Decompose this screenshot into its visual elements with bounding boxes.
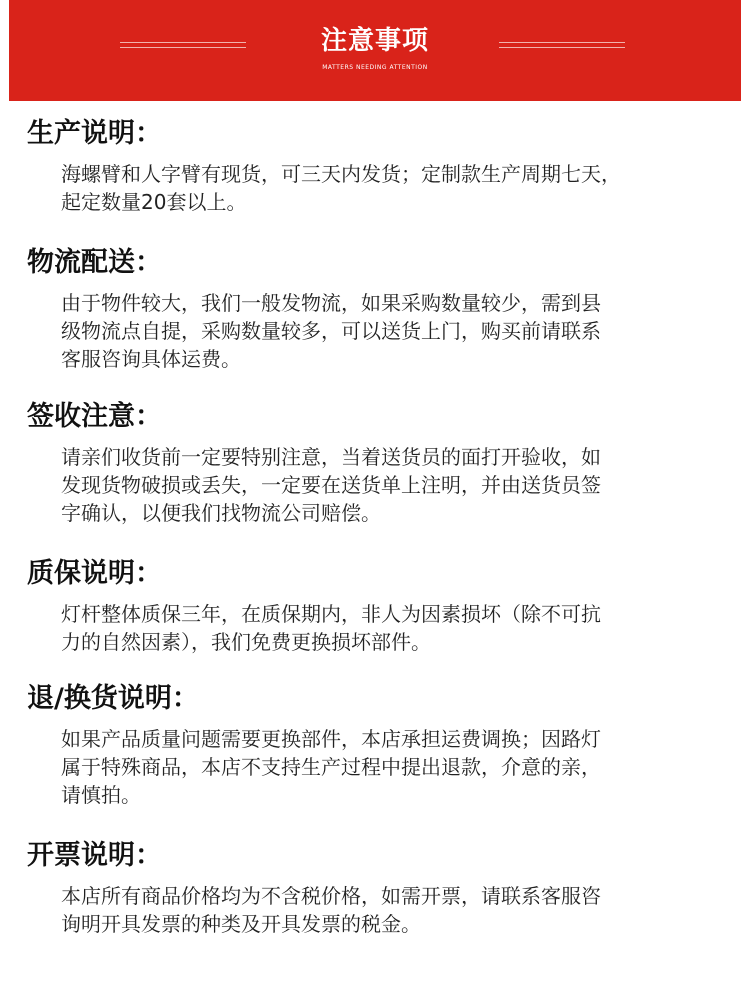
body-line: 海螺臂和人字臂有现货，可三天内发货；定制款生产周期七天， — [61, 162, 621, 186]
body-line: 客服咨询具体运费。 — [61, 347, 241, 371]
section-logistics — [27, 247, 727, 373]
section-body — [61, 443, 721, 527]
header-banner — [9, 0, 741, 101]
body-line: 请亲们收货前一定要特别注意，当着送货员的面打开验收，如 — [61, 445, 601, 469]
section-production — [27, 118, 727, 216]
body-line: 由于物件较大，我们一般发物流，如果采购数量较少，需到县 — [61, 291, 601, 315]
body-line: 起定数量20套以上。 — [61, 190, 247, 214]
section-invoice — [27, 840, 727, 938]
section-body — [61, 882, 721, 938]
section-heading: 退/换货说明： — [27, 683, 199, 714]
section-body — [61, 289, 721, 373]
body-line: 询明开具发票的种类及开具发票的税金。 — [61, 912, 421, 936]
page-subtitle: MATTERS NEEDING ATTENTION — [322, 64, 428, 71]
body-line: 级物流点自提，采购数量较多，可以送货上门，购买前请联系 — [61, 319, 601, 343]
section-heading: 开票说明： — [27, 840, 162, 871]
body-line: 力的自然因素），我们免费更换损坏部件。 — [61, 630, 431, 654]
section-receipt — [27, 401, 727, 527]
section-body — [61, 160, 721, 216]
section-body — [61, 600, 721, 656]
body-line: 字确认，以便我们找物流公司赔偿。 — [61, 501, 381, 525]
body-line: 请慎拍。 — [61, 783, 141, 807]
body-line: 本店所有商品价格均为不含税价格，如需开票，请联系客服咨 — [61, 884, 601, 908]
section-heading: 签收注意： — [27, 401, 162, 432]
section-heading: 质保说明： — [27, 558, 162, 589]
section-heading: 生产说明： — [27, 118, 162, 149]
decorative-lines-right — [499, 42, 625, 49]
section-warranty — [27, 558, 727, 656]
section-return-exchange — [27, 683, 727, 809]
body-line: 灯杆整体质保三年，在质保期内，非人为因素损坏（除不可抗 — [61, 602, 601, 626]
body-line: 属于特殊商品，本店不支持生产过程中提出退款，介意的亲， — [61, 755, 601, 779]
page-title: 注意事项 — [320, 26, 429, 56]
section-body — [61, 725, 721, 809]
body-line: 如果产品质量问题需要更换部件，本店承担运费调换；因路灯 — [61, 727, 601, 751]
body-line: 发现货物破损或丢失，一定要在送货单上注明，并由送货员签 — [61, 473, 601, 497]
section-heading: 物流配送： — [27, 247, 162, 278]
